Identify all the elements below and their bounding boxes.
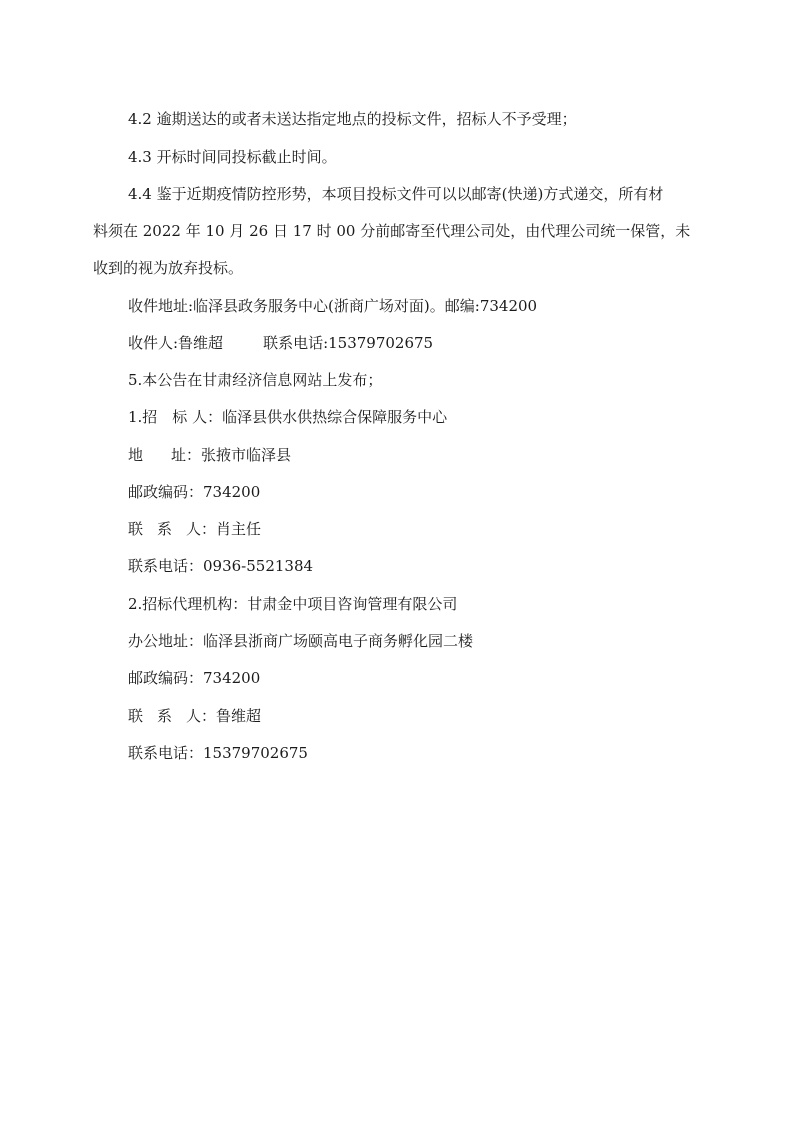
- tenderer-address: [128, 445, 291, 465]
- recipient: 收件人:鲁维超: [128, 334, 224, 352]
- tenderer-contact-label-b: 系: [157, 520, 173, 538]
- agency-phone: 联系电话：15379702675: [128, 744, 308, 762]
- agency-contact-label-b: 系: [157, 707, 173, 725]
- tenderer-contact-label-c: 人：: [186, 520, 217, 538]
- tenderer-phone: 联系电话：0936-5521384: [128, 557, 314, 575]
- recipient-phone: 联系电话:15379702675: [263, 334, 434, 352]
- clause-4-4-line-2: 料须在 2022 年 10 月 26 日 17 时 00 分前邮寄至代理公司处，由代理公司统一保管，未: [93, 222, 691, 240]
- tenderer-label: 1.招 标 人：: [128, 408, 223, 426]
- tenderer-address-label-a: 地: [128, 446, 144, 464]
- tenderer-heading: [128, 407, 447, 427]
- tenderer-name: 临泽县供水供热综合保障服务中心: [222, 408, 448, 426]
- tenderer-contact-label-a: 联: [128, 520, 144, 538]
- agency-contact-label-c: 人：: [186, 707, 217, 725]
- agency-postcode: 邮政编码：734200: [128, 669, 261, 687]
- tenderer-contact: [128, 519, 261, 539]
- recipient-line: [128, 333, 433, 353]
- tenderer-address-label-b: 址：: [171, 446, 202, 464]
- tenderer-address-value: 张掖市临泽县: [201, 446, 292, 464]
- agency-contact-label-a: 联: [128, 707, 144, 725]
- agency-contact: [128, 706, 261, 726]
- clause-4-4-line-1: 4.4 鉴于近期疫情防控形势，本项目投标文件可以以邮寄(快递)方式递交，所有材: [128, 185, 664, 203]
- tenderer-postcode: 邮政编码：734200: [128, 483, 261, 501]
- clause-4-2: 4.2 逾期送达的或者未送达指定地点的投标文件，招标人不予受理；: [128, 110, 577, 128]
- clause-4-3: 4.3 开标时间同投标截止时间。: [128, 148, 337, 166]
- agency-office: 办公地址：临泽县浙商广场颐高电子商务孵化园二楼: [128, 632, 474, 650]
- agency-heading: 2.招标代理机构：甘肃金中项目咨询管理有限公司: [128, 595, 458, 613]
- clause-4-4-line-3: 收到的视为放弃投标。: [93, 259, 244, 277]
- agency-contact-value: 鲁维超: [216, 707, 262, 725]
- tenderer-contact-value: 肖主任: [216, 520, 262, 538]
- clause-5-publish: 5.本公告在甘肃经济信息网站上发布；: [128, 371, 383, 389]
- mail-address: 收件地址:临泽县政务服务中心(浙商广场对面)。邮编:734200: [128, 297, 538, 315]
